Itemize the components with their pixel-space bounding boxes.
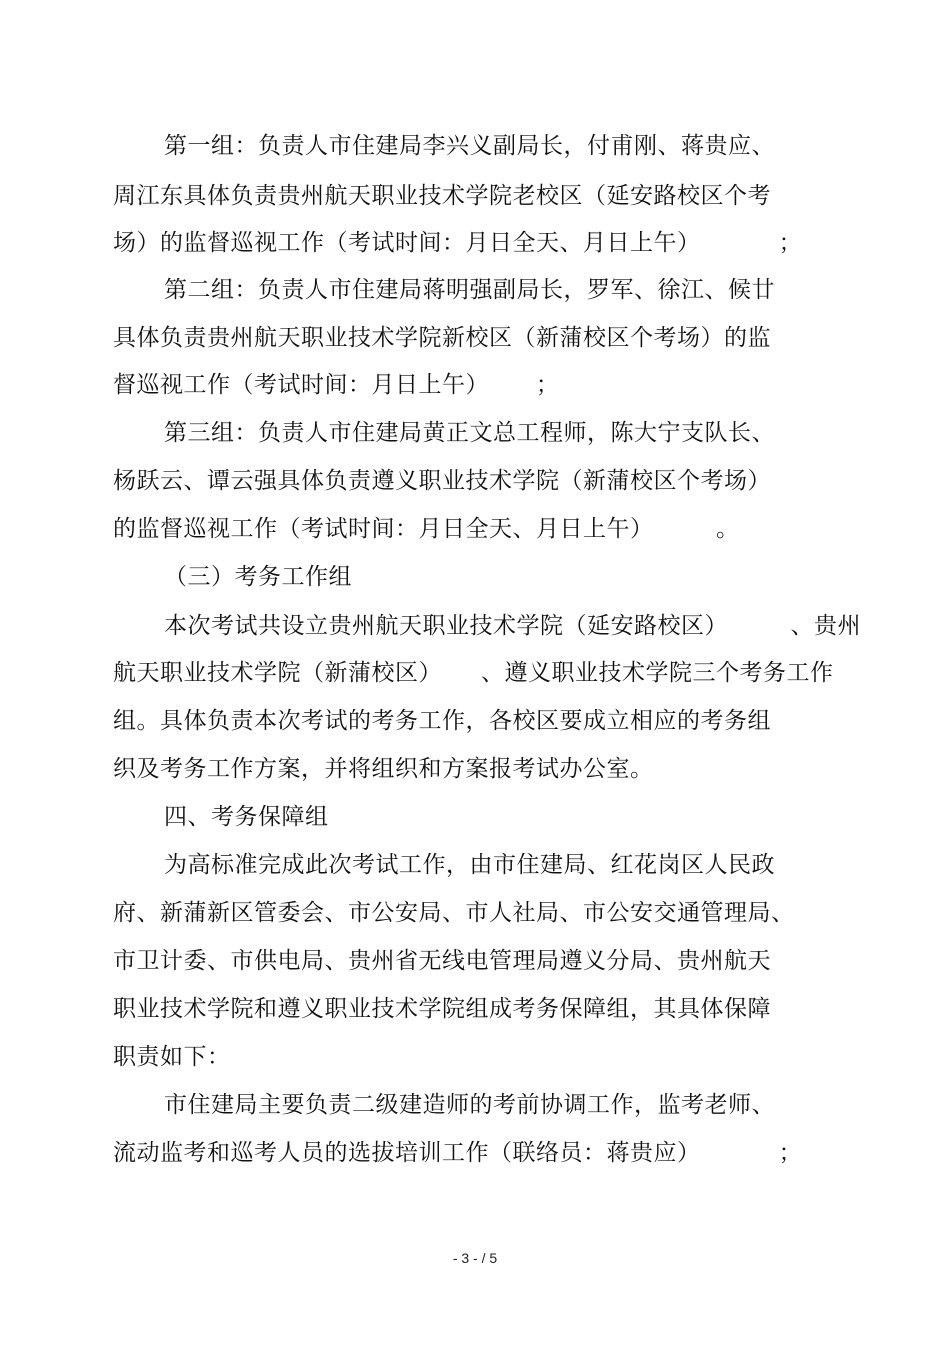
paragraph-line: 职业技术学院和遵义职业技术学院组成考务保障组，其具体保障 (113, 996, 771, 1022)
paragraph-line: 本次考试共设立贵州航天职业技术学院（延安路校区） 、贵州 (164, 613, 861, 639)
paragraph-line: 杨跃云、谭云强具体负责遵义职业技术学院（新蒲校区个考场） (113, 468, 771, 494)
paragraph-line: 市住建局主要负责二级建造师的考前协调工作，监考老师、 (164, 1092, 775, 1118)
paragraph-line: 职责如下： (113, 1044, 231, 1070)
paragraph-line: 第一组：负责人市住建局李兴义副局长，付甫刚、蒋贵应、 (164, 133, 775, 159)
paragraph-line: 的监督巡视工作（考试时间：月日全天、月日上午） 。 (113, 516, 740, 542)
section-heading: 四、考务保障组 (164, 804, 329, 830)
paragraph-line: 航天职业技术学院（新蒲校区） 、遵义职业技术学院三个考务工作 (113, 660, 834, 686)
paragraph-line: 流动监考和巡考人员的选拔培训工作（联络员：蒋贵应） ； (113, 1140, 803, 1166)
paragraph-line: 周江东具体负责贵州航天职业技术学院老校区（延安路校区个考 (113, 183, 771, 209)
paragraph-line: 第三组：负责人市住建局黄正文总工程师，陈大宁支队长、 (164, 420, 775, 446)
paragraph-line: 市卫计委、市供电局、贵州省无线电管理局遵义分局、贵州航天 (113, 948, 771, 974)
paragraph-line: 织及考务工作方案，并将组织和方案报考试办公室。 (113, 756, 654, 782)
paragraph-line: 府、新蒲新区管委会、市公安局、市人社局、市公安交通管理局、 (113, 900, 795, 926)
paragraph-line: 具体负责贵州航天职业技术学院新校区（新蒲校区个考场）的监 (113, 325, 771, 351)
paragraph-line: 组。具体负责本次考试的考务工作，各校区要成立相应的考务组 (113, 708, 771, 734)
paragraph-line: 为高标准完成此次考试工作，由市住建局、红花岗区人民政 (164, 852, 775, 878)
paragraph-line: 督巡视工作（考试时间：月日上午） ； (113, 372, 560, 398)
page-number: - 3 - / 5 (452, 1250, 498, 1266)
paragraph-line: 场）的监督巡视工作（考试时间：月日全天、月日上午） ； (113, 230, 803, 256)
paragraph-line: 第二组：负责人市住建局蒋明强副局长，罗军、徐江、候廿 (164, 277, 775, 303)
section-heading: （三）考务工作组 (164, 564, 352, 590)
